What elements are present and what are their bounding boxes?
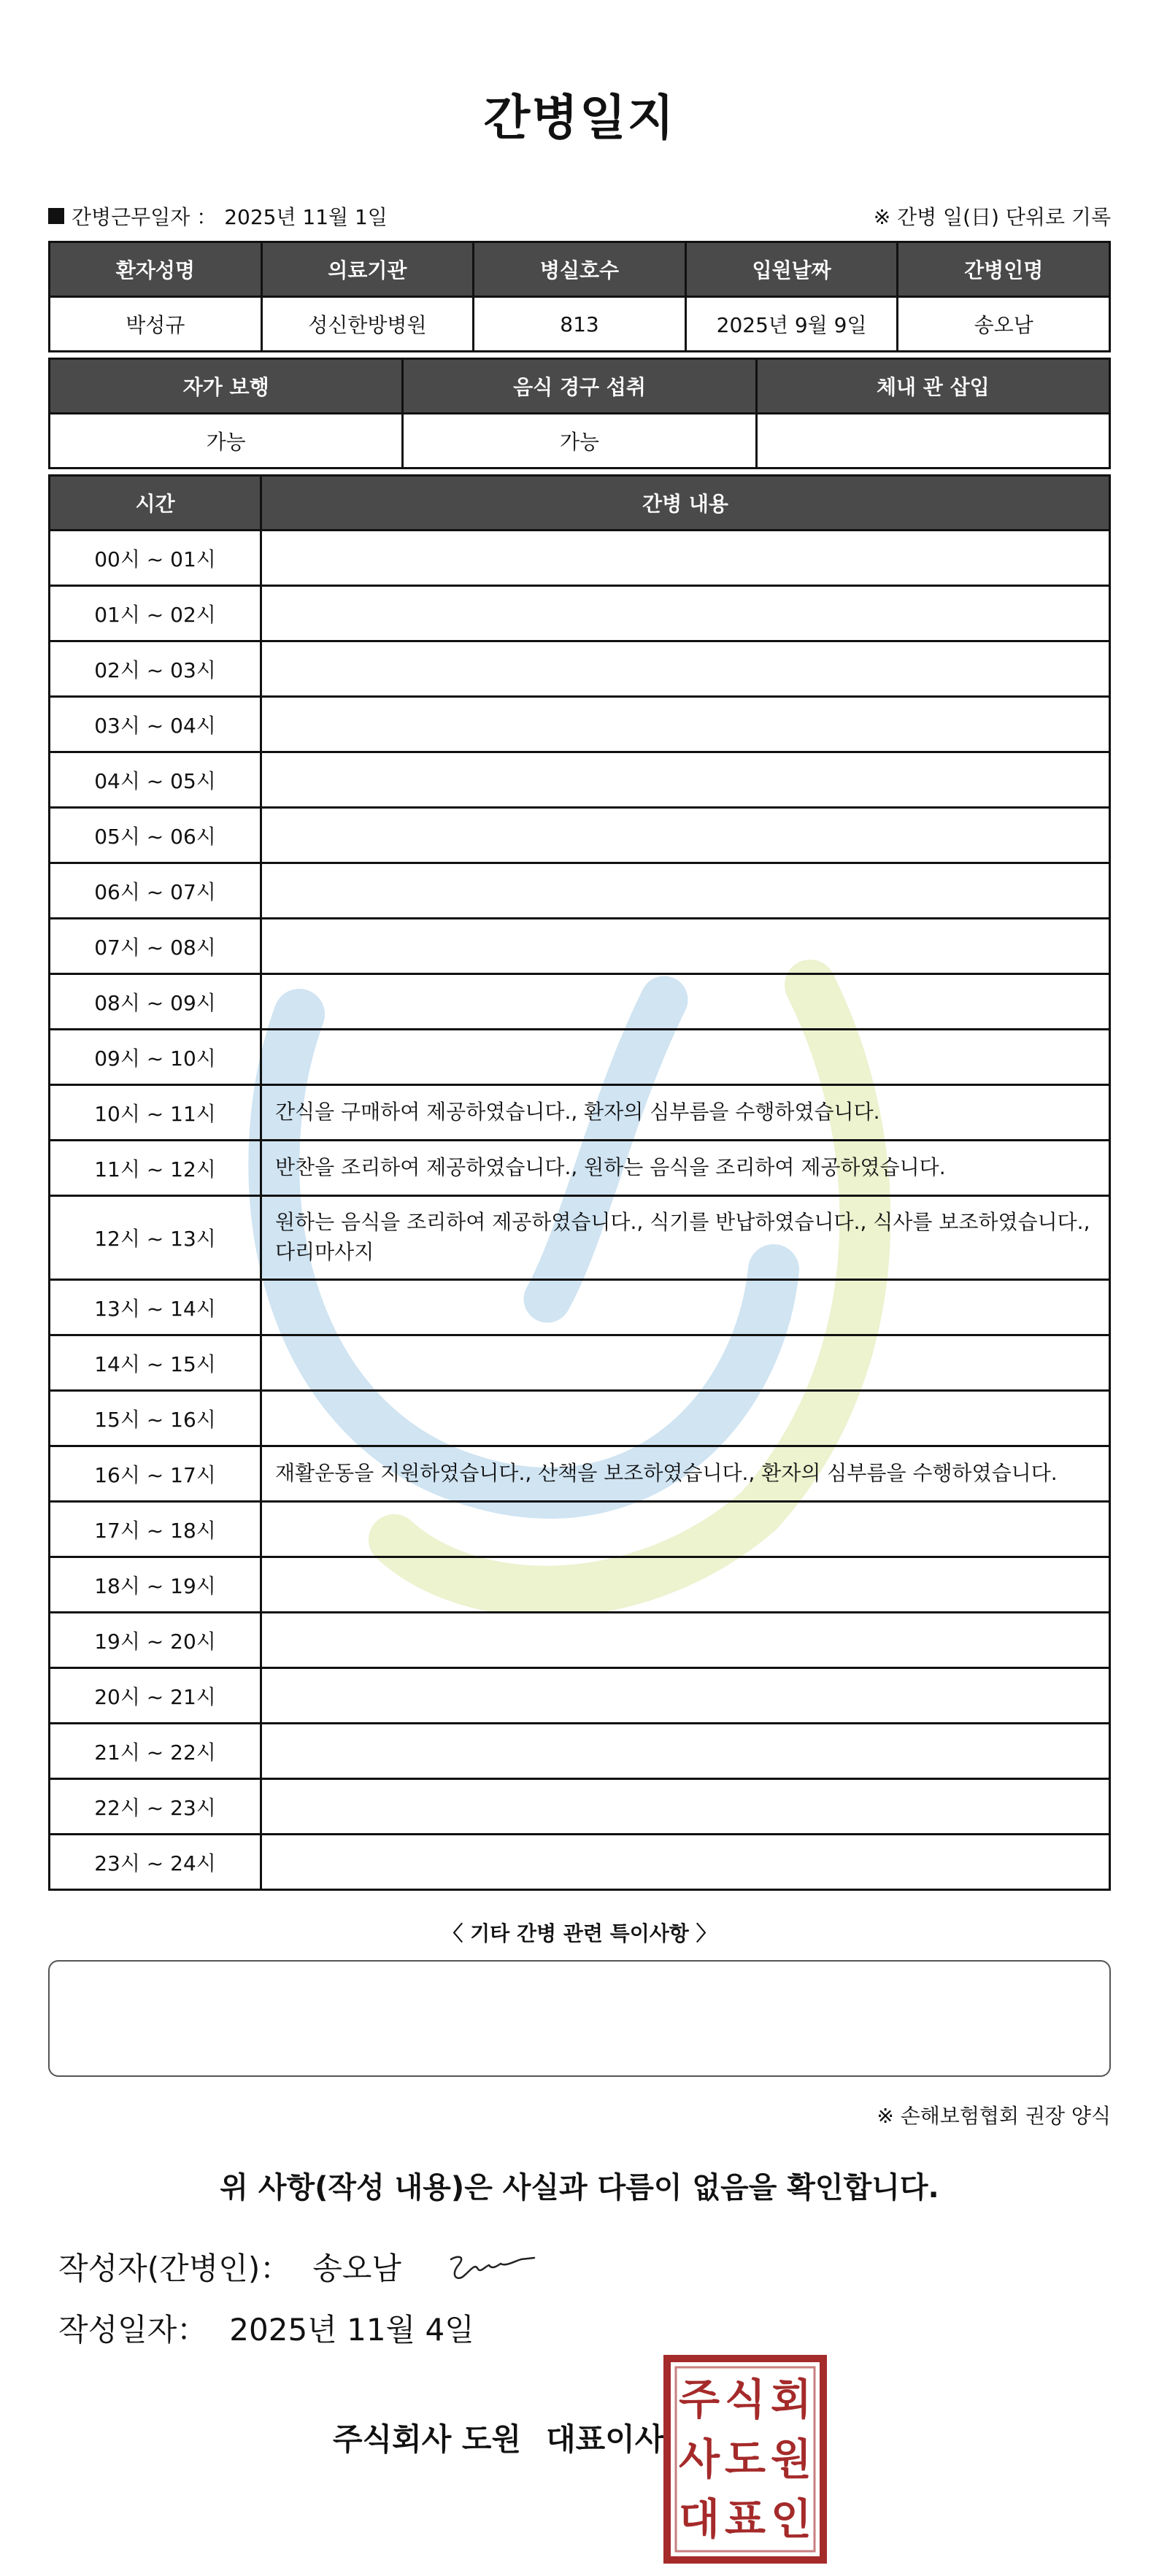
log-row [50,752,1110,808]
log-content [261,1613,1110,1668]
log-time: 05시 ~ 06시 [50,808,261,863]
log-time: 02시 ~ 03시 [50,641,261,697]
svg-text:인: 인 [770,2494,812,2544]
log-content [261,808,1110,863]
log-content [261,919,1110,974]
log-row [50,808,1110,863]
log-time: 21시 ~ 22시 [50,1724,261,1779]
writer-label: 작성자(간병인)： [58,2251,291,2286]
written-date-row [58,2306,474,2350]
log-content [261,752,1110,808]
log-row [50,863,1110,919]
log-time: 13시 ~ 14시 [50,1280,261,1335]
writer-name: 송오남 [312,2251,401,2286]
svg-text:식: 식 [724,2375,766,2424]
svg-text:회: 회 [770,2375,812,2424]
log-time: 07시 ~ 08시 [50,919,261,974]
log-content [261,1779,1110,1835]
log-content [261,863,1110,919]
log-content: 원하는 음식을 조리하여 제공하였습니다., 식기를 반납하였습니다., 식사를 보조하였습니다., 다리마사지 [261,1196,1110,1280]
log-content: 간식을 구매하여 제공하였습니다., 환자의 심부름을 수행하였습니다. [261,1085,1110,1141]
notes-box [48,1960,1111,2077]
log-content [261,1668,1110,1724]
log-time: 14시 ~ 15시 [50,1335,261,1391]
svg-text:원: 원 [770,2434,812,2484]
log-content: 재활운동을 지원하였습니다., 산책을 보조하였습니다., 환자의 심부름을 수행하였습니다. [261,1446,1110,1502]
log-row [50,641,1110,697]
header-walking: 자가 보행 [50,359,403,414]
svg-text:사: 사 [678,2434,720,2484]
svg-text:표: 표 [724,2494,766,2544]
work-date-label: 간병근무일자 ： [72,205,217,229]
log-row [50,531,1110,586]
header-care-content: 간병 내용 [261,476,1110,531]
log-time: 01시 ~ 02시 [50,586,261,641]
caregiver-name: 송오남 [898,297,1110,352]
log-row [50,1724,1110,1779]
log-time: 22시 ~ 23시 [50,1779,261,1835]
hospital-name: 성신한방병원 [261,297,474,352]
tube-value [756,414,1109,468]
handwritten-signature [445,2245,540,2288]
log-content [261,1030,1110,1085]
log-content [261,1391,1110,1446]
work-date-value: 2025년 11월 1일 [224,205,388,229]
oral-intake-value: 가능 [403,414,756,468]
log-content [261,974,1110,1030]
log-time: 04시 ~ 05시 [50,752,261,808]
log-row [50,1668,1110,1724]
patient-status-table [48,358,1111,469]
log-content [261,1280,1110,1335]
log-time: 16시 ~ 17시 [50,1446,261,1502]
log-content: 반찬을 조리하여 제공하였습니다., 원하는 음식을 조리하여 제공하였습니다. [261,1141,1110,1196]
log-row [50,1779,1110,1835]
log-content [261,1502,1110,1557]
log-row [50,974,1110,1030]
patient-info-table [48,241,1111,352]
log-time: 08시 ~ 09시 [50,974,261,1030]
log-time: 03시 ~ 04시 [50,697,261,752]
log-row [50,1613,1110,1668]
record-note: ※ 간병 일(日) 단위로 기록 [873,205,1111,229]
log-row [50,1391,1110,1446]
company-signature [333,2415,664,2459]
log-content [261,697,1110,752]
log-time: 09시 ~ 10시 [50,1030,261,1085]
header-time: 시간 [50,476,261,531]
log-time: 17시 ~ 18시 [50,1502,261,1557]
header-caregiver: 간병인명 [898,242,1110,297]
written-date-label: 작성일자： [58,2312,208,2348]
log-time: 23시 ~ 24시 [50,1835,261,1890]
log-content [261,531,1110,586]
written-date: 2025년 11월 4일 [229,2312,474,2348]
log-row [50,919,1110,974]
log-content [261,586,1110,641]
work-date [48,201,388,231]
header-oral-intake: 음식 경구 섭취 [403,359,756,414]
svg-text:주: 주 [678,2375,720,2424]
log-time: 15시 ~ 16시 [50,1391,261,1446]
svg-text:대: 대 [678,2494,720,2544]
square-bullet-icon [48,208,64,224]
page-title: 간병일지 [483,90,676,146]
log-row [50,1335,1110,1391]
log-content [261,1557,1110,1613]
log-row [50,1196,1110,1280]
header-patient-name: 환자성명 [50,242,262,297]
care-log-table [48,474,1111,1891]
writer-row [58,2245,540,2288]
log-row [50,1557,1110,1613]
log-row [50,697,1110,752]
log-time: 12시 ~ 13시 [50,1196,261,1280]
admission-date: 2025년 9월 9일 [685,297,898,352]
log-time: 00시 ~ 01시 [50,531,261,586]
walking-value: 가능 [50,414,403,468]
log-row [50,1141,1110,1196]
log-time: 06시 ~ 07시 [50,863,261,919]
log-time: 10시 ~ 11시 [50,1085,261,1141]
log-time: 18시 ~ 19시 [50,1557,261,1613]
log-row [50,1030,1110,1085]
log-time: 20시 ~ 21시 [50,1668,261,1724]
header-tube: 체내 관 삽입 [756,359,1109,414]
log-row [50,1502,1110,1557]
log-row [50,1085,1110,1141]
notes-title: 〈 기타 간병 관련 특이사항 〉 [442,1921,717,1946]
header-hospital: 의료기관 [261,242,474,297]
log-content [261,1835,1110,1890]
log-time: 11시 ~ 12시 [50,1141,261,1196]
log-row [50,1280,1110,1335]
confirmation-statement: 위 사항(작성 내용)은 사실과 다름이 없음을 확인합니다. [220,2171,939,2205]
log-row [50,1446,1110,1502]
log-content [261,1724,1110,1779]
recommend-note: ※ 손해보험협회 권장 양식 [877,2104,1111,2128]
patient-name: 박성규 [50,297,262,352]
header-room: 병실호수 [474,242,686,297]
header-admission-date: 입원날짜 [685,242,898,297]
company-title: 대표이사 [546,2421,665,2457]
company-name: 주식회사 도원 [333,2421,522,2457]
log-content [261,641,1110,697]
log-content [261,1335,1110,1391]
company-seal-stamp [663,2354,828,2564]
log-row [50,586,1110,641]
svg-text:도: 도 [724,2434,766,2484]
log-time: 19시 ~ 20시 [50,1613,261,1668]
log-row [50,1835,1110,1890]
room-number: 813 [474,297,686,352]
